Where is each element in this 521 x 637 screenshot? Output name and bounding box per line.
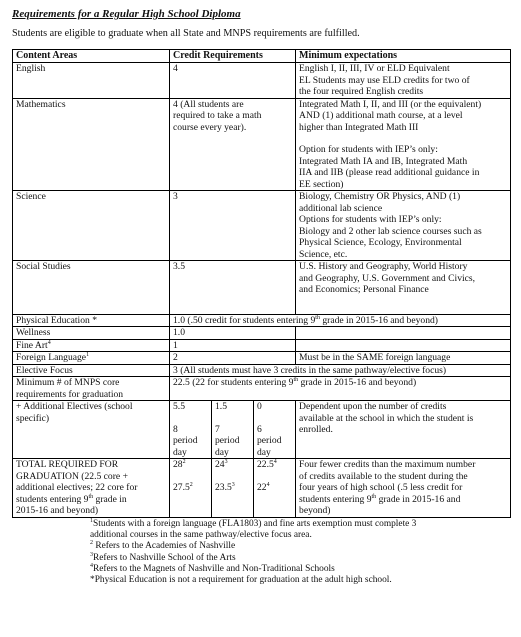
- expectations-wellness: [296, 327, 511, 340]
- text-line: AND (1) additional math course, at a level: [299, 110, 463, 122]
- text-segment: grade in 2015-16 and beyond): [319, 314, 438, 326]
- footnote-2: [90, 541, 511, 552]
- text-segment: 28: [173, 459, 183, 471]
- text-line: and Economics; Personal Finance: [299, 284, 429, 296]
- table-row: [13, 261, 511, 315]
- text-line: 1.5: [215, 401, 227, 413]
- superscript: 2: [189, 481, 193, 488]
- area-wellness: Wellness: [13, 327, 170, 340]
- area-fine-art: [13, 339, 170, 352]
- total-magnets: [254, 459, 296, 518]
- superscript: th: [293, 377, 299, 384]
- text-line: additional lab science: [299, 202, 383, 214]
- table-row: [13, 98, 511, 191]
- table-row: [13, 377, 511, 401]
- text-line: Integrated Math I, II, and III (or the equivalent): [299, 98, 482, 110]
- text-line: day: [215, 446, 229, 458]
- credits-english: 4: [170, 63, 296, 99]
- table-row: [13, 352, 511, 365]
- text-line: day: [257, 446, 271, 458]
- footnote-4: [90, 564, 511, 575]
- text-line: GRADUATION (22.5 core +: [16, 470, 128, 482]
- text-segment: 22: [257, 481, 267, 493]
- text-line: Dependent upon the number of credits: [299, 401, 447, 413]
- text-line: 7: [215, 423, 220, 435]
- text-line: + Additional Electives (school: [16, 401, 133, 413]
- text-line: additional electives; 22 core for: [16, 482, 138, 494]
- text-line: beyond): [299, 505, 331, 517]
- text-line: [299, 494, 507, 506]
- text-line: U.S. History and Geography, World History: [299, 261, 468, 273]
- text-segment: 23.5: [215, 481, 232, 493]
- superscript: th: [371, 493, 377, 500]
- area-elective-focus: Elective Focus: [13, 364, 170, 377]
- expectations-total: [296, 459, 511, 518]
- superscript: 1: [90, 517, 93, 524]
- text-line: [173, 482, 208, 494]
- text-line: period: [257, 435, 282, 447]
- text-line: the four required English credits: [299, 86, 424, 98]
- expectations-english: [296, 63, 511, 99]
- text-line: enrolled.: [299, 424, 333, 436]
- text-line: required to take a math: [173, 110, 262, 122]
- spacer: [173, 471, 208, 482]
- text-line: 8: [173, 423, 178, 435]
- text-line: and Geography, U.S. Government and Civics,: [299, 272, 476, 284]
- credits-mathematics: [170, 98, 296, 191]
- superscript: 2: [90, 540, 93, 547]
- text-line: [215, 482, 250, 494]
- intro-text: Students are eligible to graduate when all State and MNPS requirements are fulfilled.: [12, 28, 360, 40]
- credits-elective-focus: 3 (All students must have 3 credits in the same pathway/elective focus): [170, 364, 511, 377]
- text-segment: Foreign Language: [16, 352, 87, 364]
- table-row: [13, 314, 511, 327]
- credits-magnets: [254, 401, 296, 459]
- footnote-3: [90, 553, 511, 564]
- text-line: 6: [257, 423, 262, 435]
- expectations-science: [296, 191, 511, 261]
- credits-wellness: 1.0: [170, 327, 296, 340]
- expectations-foreign-language: Must be in the SAME foreign language: [296, 352, 511, 365]
- superscript: 4: [273, 459, 277, 466]
- table-header-row: [13, 50, 511, 63]
- spacer: [299, 133, 507, 144]
- text-line: English I, II, III, IV or ELD Equivalent: [299, 63, 450, 75]
- text-line: Science, etc.: [299, 248, 348, 260]
- table-row: [13, 339, 511, 352]
- superscript: 3: [224, 459, 228, 466]
- superscript: 2: [182, 459, 186, 466]
- text-line: 4 (All students are: [173, 98, 244, 110]
- area-mathematics: Mathematics: [13, 98, 170, 191]
- credits-social-studies: 3.5: [170, 261, 296, 315]
- document-title: Requirements for a Regular High School Diploma: [12, 8, 241, 20]
- area-social-studies: Social Studies: [13, 261, 170, 315]
- text-segment: Students with a foreign language (FLA1803) and fine arts exemption must complete 3: [93, 518, 417, 529]
- header-credit-requirements: Credit Requirements: [170, 50, 296, 63]
- table-row: [13, 327, 511, 340]
- text-line: 2015-16 and beyond): [16, 505, 99, 517]
- area-science: Science: [13, 191, 170, 261]
- total-academies: [170, 459, 212, 518]
- credits-minimum-core: [170, 377, 511, 401]
- text-line: Four fewer credits than the maximum number: [299, 459, 476, 471]
- text-line: 5.5: [173, 401, 185, 413]
- spacer: [215, 471, 250, 482]
- text-segment: students entering 9: [16, 493, 89, 505]
- credits-science: 3: [170, 191, 296, 261]
- text-line: Options for students with IEP’s only:: [299, 214, 442, 226]
- superscript: 4: [47, 339, 51, 346]
- footnotes: [90, 519, 511, 587]
- text-line: requirements for graduation: [16, 388, 124, 400]
- text-line: 0: [257, 401, 262, 413]
- expectations-fine-art: [296, 339, 511, 352]
- expectations-additional-electives: [296, 401, 511, 459]
- table-row: [13, 191, 511, 261]
- superscript: 3: [231, 481, 235, 488]
- text-segment: Refers to Nashville School of the Arts: [93, 552, 236, 563]
- text-line: [257, 459, 292, 471]
- table-row: [13, 364, 511, 377]
- text-segment: 22.5: [257, 459, 274, 471]
- total-arts-school: [212, 459, 254, 518]
- superscript: th: [315, 314, 320, 321]
- superscript: 1: [86, 352, 90, 359]
- credits-foreign-language: 2: [170, 352, 296, 365]
- text-segment: grade in: [93, 493, 127, 505]
- text-line: Integrated Math IA and IB, Integrated Math: [299, 155, 468, 167]
- text-line: EL Students may use ELD credits for two of: [299, 74, 470, 86]
- text-segment: Refers to the Academies of Nashville: [93, 541, 236, 552]
- superscript: 4: [90, 562, 93, 569]
- text-segment: Refers to the Magnets of Nashville and Non-Traditional Schools: [93, 564, 335, 575]
- credits-fine-art: 1: [170, 339, 296, 352]
- header-minimum-expectations: Minimum expectations: [296, 50, 511, 63]
- text-line: IIA and IIB (please read additional guidance in: [299, 167, 480, 179]
- text-line: [173, 459, 208, 471]
- superscript: 4: [266, 481, 270, 488]
- spacer: [173, 413, 208, 424]
- superscript: th: [88, 493, 94, 500]
- area-minimum-core: [13, 377, 170, 401]
- credits-arts-school: [212, 401, 254, 459]
- text-segment: grade in 2015-16 and: [376, 493, 461, 505]
- requirements-table: [12, 49, 511, 518]
- footnote-1: [90, 519, 511, 530]
- text-segment: 24: [215, 459, 225, 471]
- table-row: [13, 63, 511, 99]
- text-segment: students entering 9: [299, 493, 372, 505]
- header-content-areas: Content Areas: [13, 50, 170, 63]
- expectations-social-studies: [296, 261, 511, 315]
- expectations-mathematics: [296, 98, 511, 191]
- text-line: [215, 459, 250, 471]
- area-foreign-language: [13, 352, 170, 365]
- text-line: [257, 482, 292, 494]
- footnote-physical-education: *Physical Education is not a requirement for graduation at the adult high school.: [90, 575, 392, 586]
- text-line: higher than Integrated Math III: [299, 121, 419, 133]
- text-line: Minimum # of MNPS core: [16, 377, 120, 389]
- text-line: Biology and 2 other lab science courses such as: [299, 225, 482, 237]
- text-line: four years of high school (.5 less credit for: [299, 482, 463, 494]
- text-line: Physical Science, Ecology, Environmental: [299, 237, 462, 249]
- credits-academies: [170, 401, 212, 459]
- text-segment: Fine Art: [16, 339, 48, 351]
- text-line: course every year).: [173, 121, 247, 133]
- text-line: available at the school in which the student is: [299, 412, 474, 424]
- credits-physical-education: [170, 314, 511, 327]
- text-line: Option for students with IEP’s only:: [299, 144, 438, 156]
- area-english: English: [13, 63, 170, 99]
- text-segment: 22.5 (22 for students entering 9: [173, 377, 294, 389]
- text-line: Biology, Chemistry OR Physics, AND (1): [299, 191, 461, 203]
- table-row: [13, 401, 511, 459]
- text-line: day: [173, 446, 187, 458]
- table-row-total: [13, 459, 511, 518]
- text-line: TOTAL REQUIRED FOR: [16, 459, 119, 471]
- text-segment: 27.5: [173, 481, 190, 493]
- text-line: specific): [16, 412, 50, 424]
- spacer: [257, 413, 292, 424]
- text-line: period: [215, 435, 240, 447]
- text-segment: grade in 2015-16 and beyond): [298, 377, 417, 389]
- text-segment: 1.0 (.50 credit for students entering 9: [173, 314, 316, 326]
- text-line: of credits available to the student during the: [299, 470, 468, 482]
- text-line: [16, 494, 166, 506]
- area-total-required: [13, 459, 170, 518]
- text-line: EE section): [299, 178, 344, 190]
- spacer: [257, 471, 292, 482]
- spacer: [215, 413, 250, 424]
- text-line: period: [173, 435, 198, 447]
- superscript: 3: [90, 551, 93, 558]
- area-physical-education: Physical Education *: [13, 314, 170, 327]
- footnote-1-continued: additional courses in the same pathway/elective focus area.: [90, 530, 312, 541]
- area-additional-electives: [13, 401, 170, 459]
